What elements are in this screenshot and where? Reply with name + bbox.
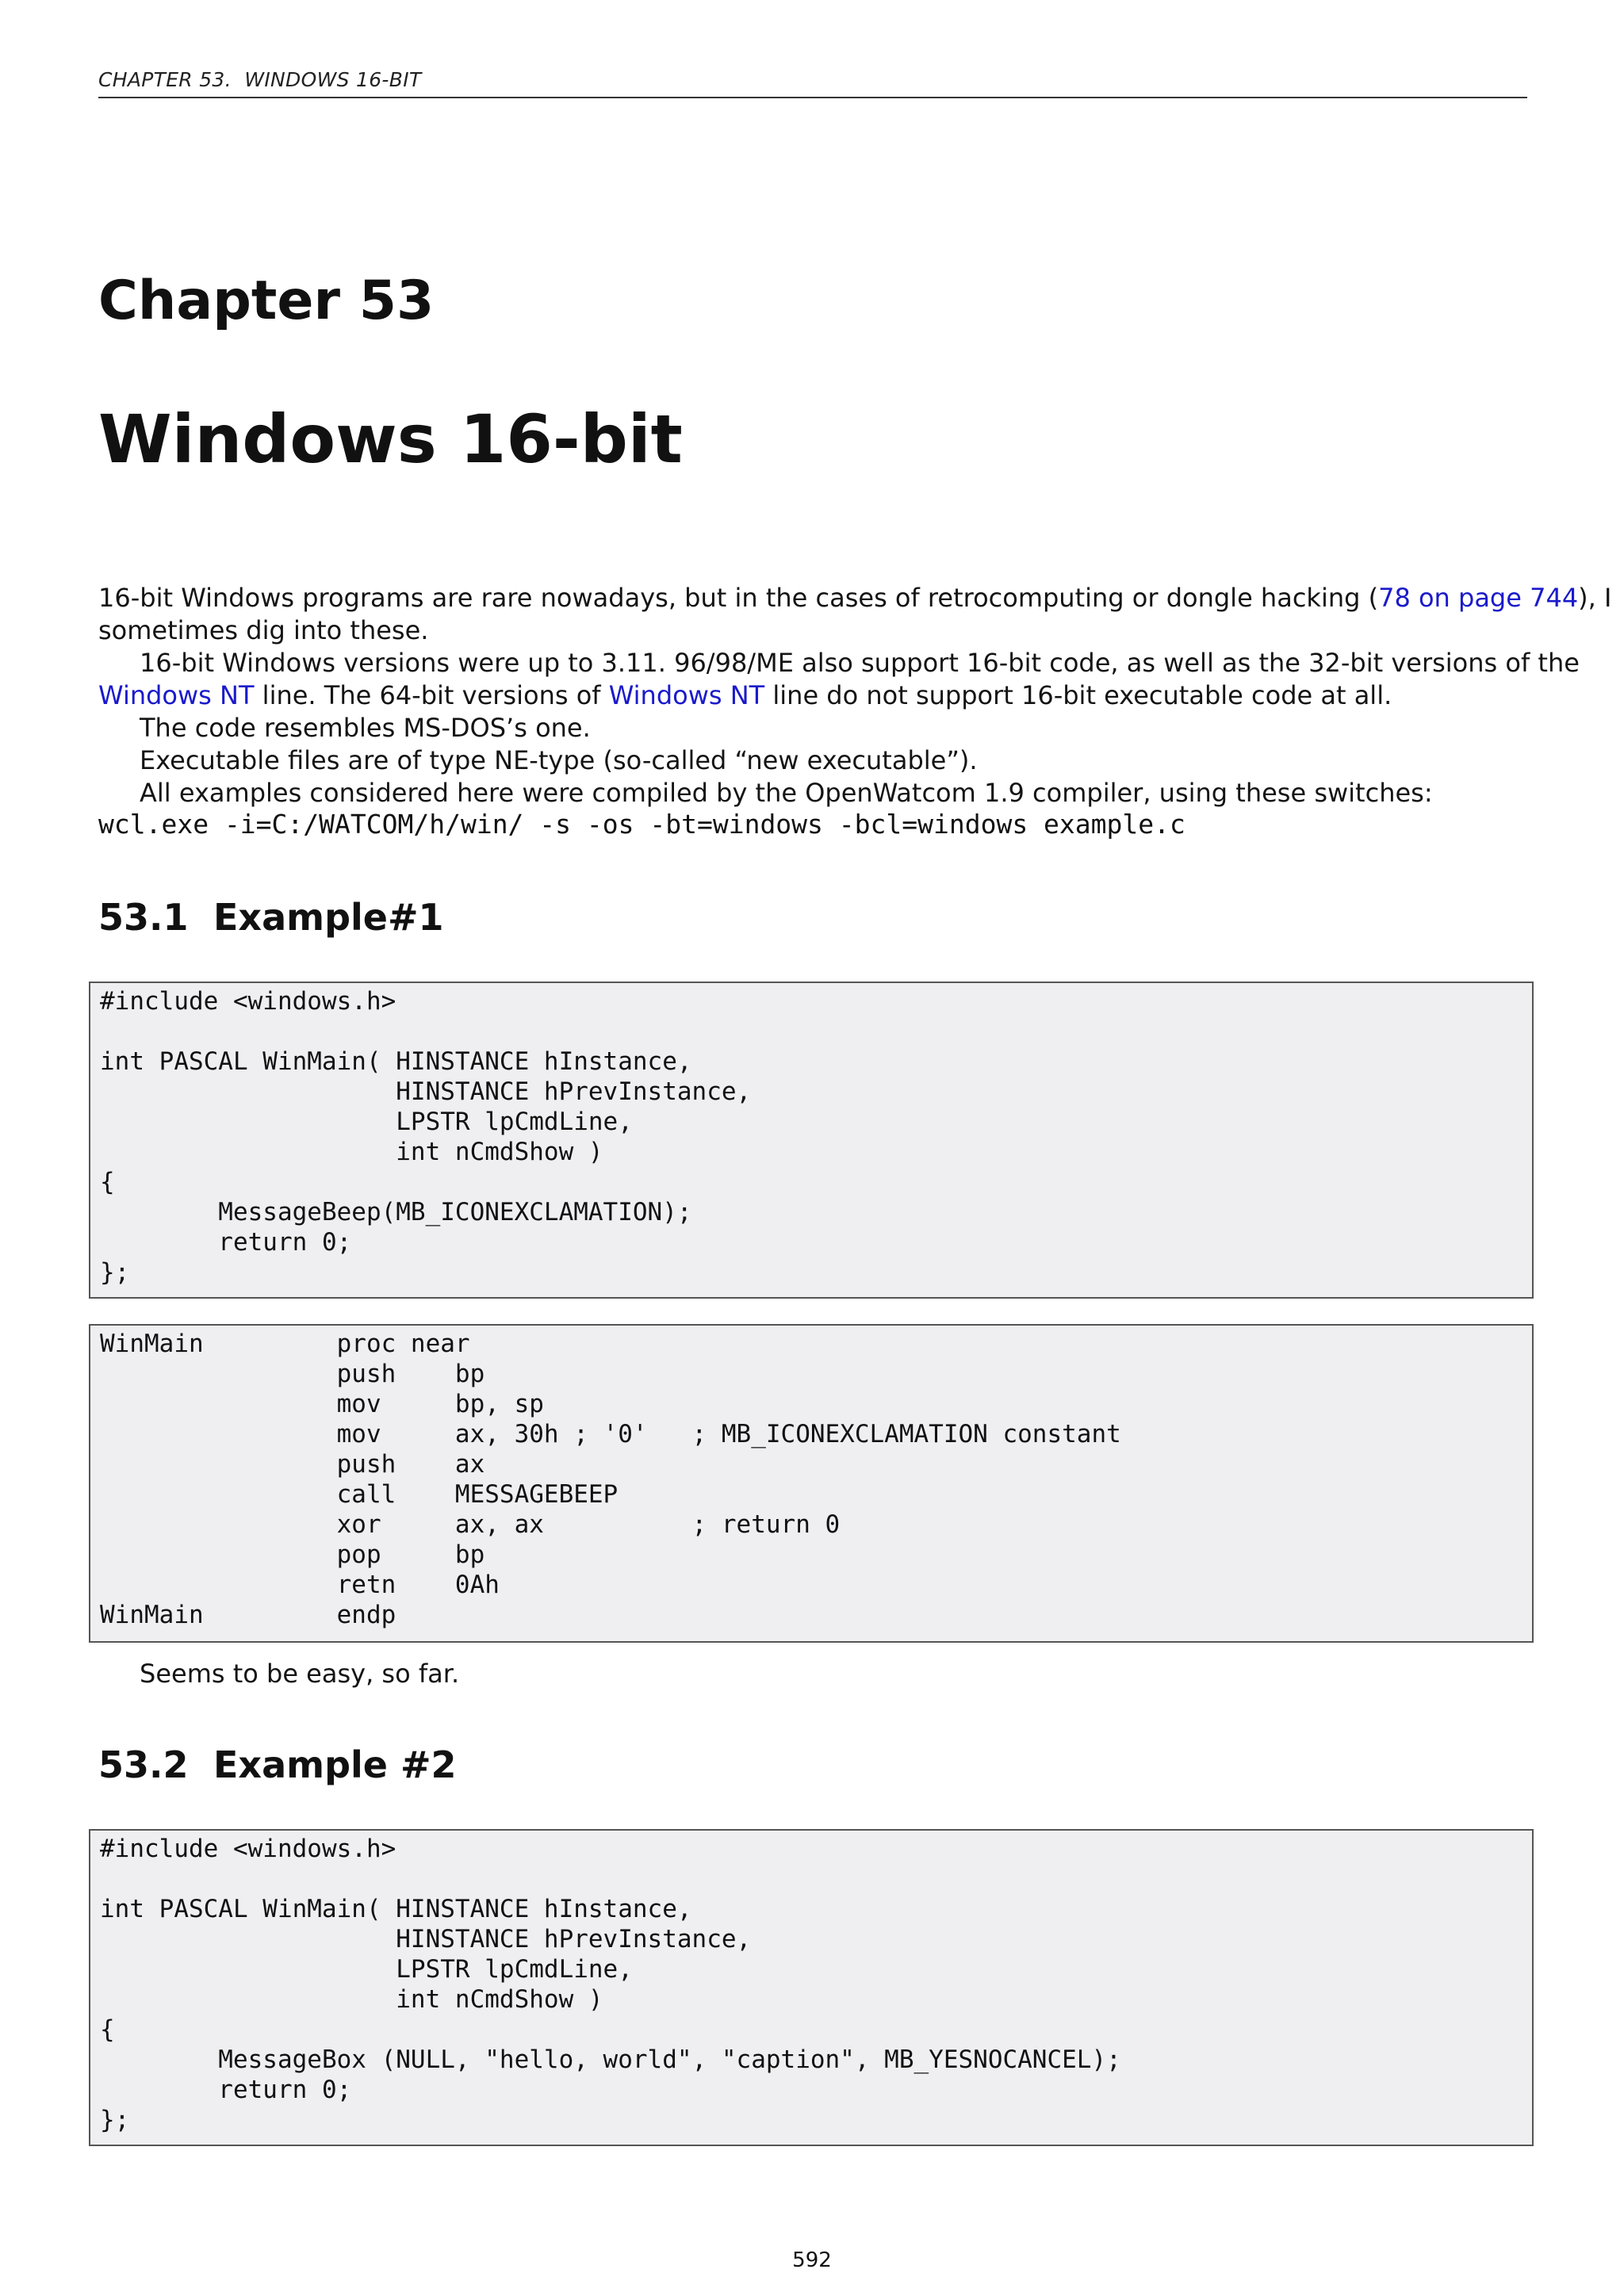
code-line: int nCmdShow ) — [100, 1985, 603, 2014]
code-line: int PASCAL WinMain( HINSTANCE hInstance, — [100, 1895, 692, 1923]
code-line: pop bp — [100, 1540, 485, 1569]
code-line: WinMain endp — [100, 1601, 396, 1629]
code-line: retn 0Ah — [100, 1571, 500, 1599]
header-rule — [98, 97, 1527, 98]
chapter-title: Windows 16-bit — [98, 400, 683, 478]
code-line: WinMain proc near — [100, 1330, 470, 1358]
code-line: }; — [100, 2106, 130, 2134]
code-line: { — [100, 2015, 115, 2044]
body-paragraph: Seems to be easy, so far. — [140, 1659, 460, 1689]
code-line: MessageBox (NULL, "hello, world", "caption", MB_YESNOCANCEL); — [100, 2045, 1121, 2074]
section-title: Example #2 — [213, 1743, 457, 1786]
intro-paragraph-line: 16-bit Windows versions were up to 3.11. 96/98/ME also support 16-bit code, as well as the 32-bit versions of the — [140, 648, 1580, 678]
code-listing-c — [89, 1829, 1534, 2146]
intro-text: 16-bit Windows programs are rare nowadays, but in the cases of retrocomputing or dongle hacking ( — [98, 583, 1379, 613]
chapter-label: Chapter 53 — [98, 270, 435, 332]
section-title: Example#1 — [213, 896, 444, 939]
intro-paragraph-line: Executable files are of type NE-type (so-called “new executable”). — [140, 745, 978, 775]
code-line: MessageBeep(MB_ICONEXCLAMATION); — [100, 1198, 692, 1226]
compiler-command: wcl.exe -i=C:/WATCOM/h/win/ -s -os -bt=windows -bcl=windows example.c — [98, 809, 1185, 840]
section-number: 53.2 — [98, 1743, 189, 1786]
code-line: push ax — [100, 1450, 485, 1479]
intro-paragraph-line: All examples considered here were compiled by the OpenWatcom 1.9 compiler, using these switches: — [140, 778, 1433, 808]
code-line: LPSTR lpCmdLine, — [100, 1108, 633, 1136]
code-line: int PASCAL WinMain( HINSTANCE hInstance, — [100, 1047, 692, 1076]
code-line: HINSTANCE hPrevInstance, — [100, 1925, 752, 1954]
code-listing-c — [89, 982, 1534, 1299]
code-line: #include <windows.h> — [100, 1835, 396, 1863]
section-number: 53.1 — [98, 896, 189, 939]
code-line: }; — [100, 1258, 130, 1287]
code-line: { — [100, 1168, 115, 1196]
intro-paragraph-line — [98, 582, 1612, 614]
intro-text: line. The 64-bit versions of — [254, 680, 609, 710]
code-line: call MESSAGEBEEP — [100, 1480, 619, 1509]
intro-paragraph-line: sometimes dig into these. — [98, 615, 429, 645]
code-line: mov bp, sp — [100, 1390, 544, 1418]
code-line: HINSTANCE hPrevInstance, — [100, 1077, 752, 1106]
code-line: mov ax, 30h ; '0' ; MB_ICONEXCLAMATION constant — [100, 1420, 1121, 1448]
code-line: LPSTR lpCmdLine, — [100, 1955, 633, 1984]
section-heading — [98, 1743, 457, 1786]
code-listing-asm — [89, 1324, 1534, 1643]
code-line: push bp — [100, 1360, 485, 1388]
page-reference-link[interactable]: 78 on page 744 — [1378, 583, 1579, 613]
code-line: return 0; — [100, 2076, 352, 2104]
section-heading — [98, 896, 444, 939]
page-number: 592 — [792, 2248, 832, 2272]
code-line: int nCmdShow ) — [100, 1138, 603, 1166]
intro-text: line do not support 16-bit executable code at all. — [764, 680, 1392, 710]
code-line: xor ax, ax ; return 0 — [100, 1510, 841, 1539]
windows-nt-link[interactable]: Windows NT — [608, 680, 765, 710]
intro-paragraph-line — [98, 679, 1392, 711]
running-header: CHAPTER 53. WINDOWS 16-BIT — [98, 68, 422, 91]
code-line: return 0; — [100, 1228, 352, 1257]
windows-nt-link[interactable]: Windows NT — [98, 680, 255, 710]
code-line: #include <windows.h> — [100, 987, 396, 1016]
intro-text: ), I — [1578, 583, 1612, 613]
intro-paragraph-line: The code resembles MS-DOS’s one. — [140, 713, 591, 743]
